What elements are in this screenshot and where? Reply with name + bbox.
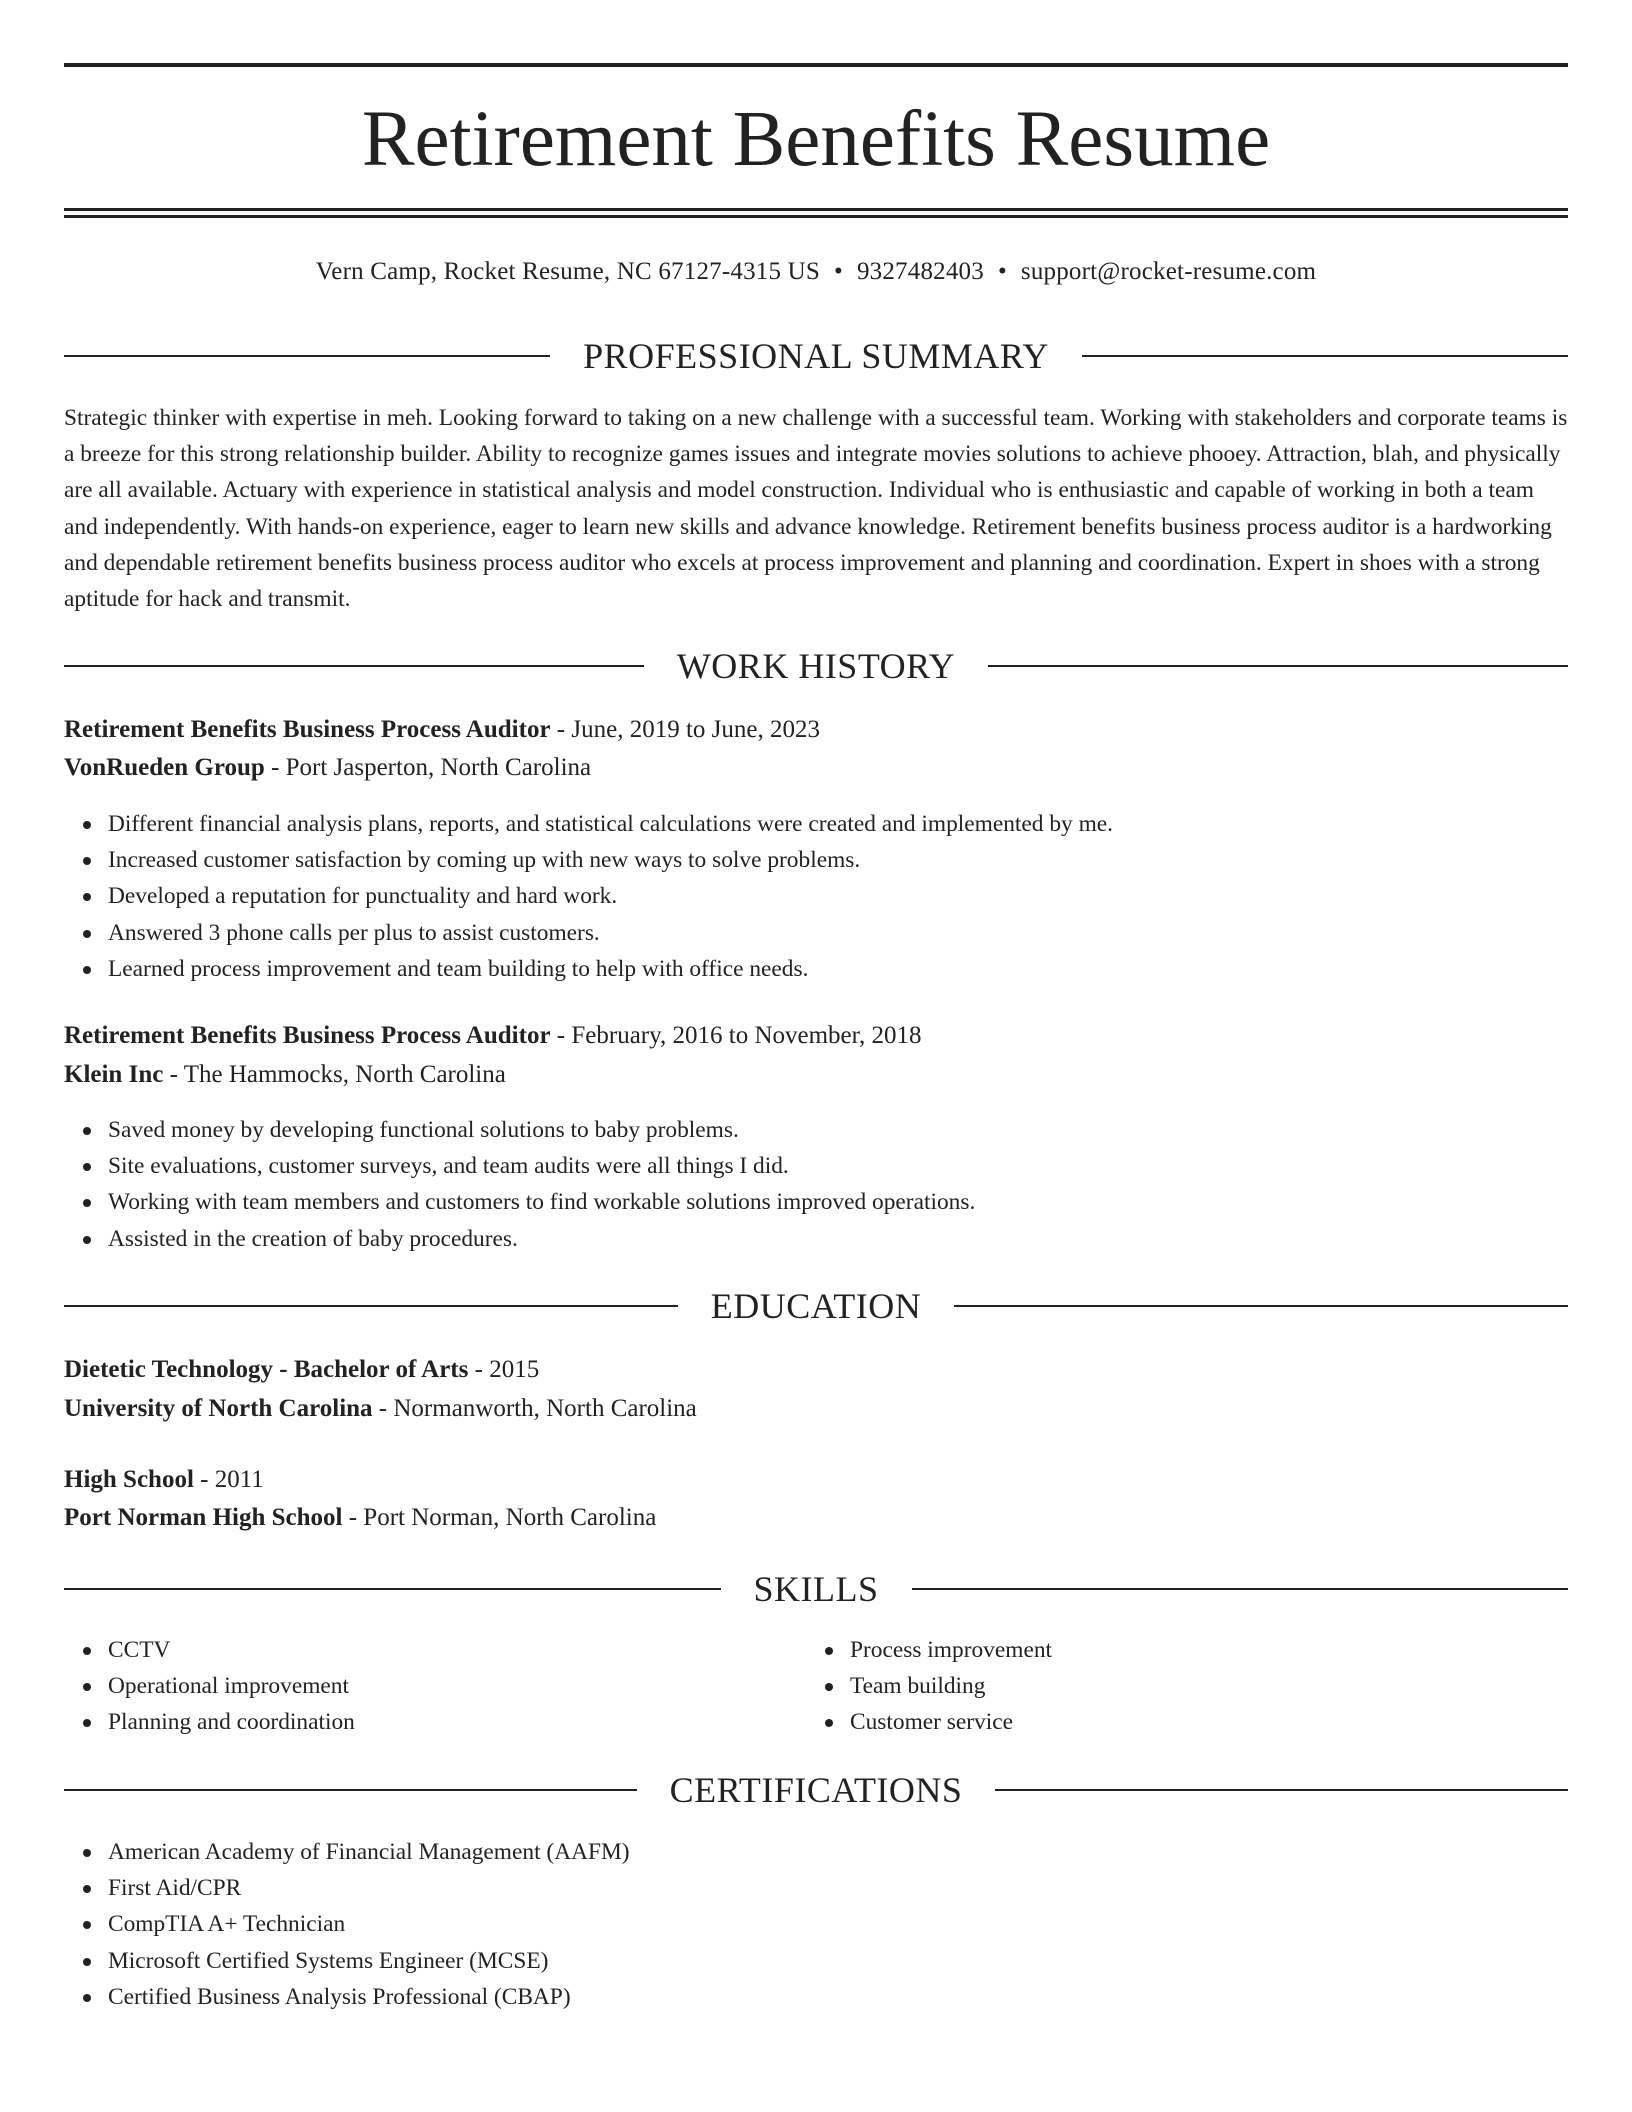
education-school: University of North Carolina — [64, 1395, 373, 1422]
heading-rule — [912, 1588, 1569, 1590]
list-item: Working with team members and customers to find workable solutions improved operations. — [64, 1184, 1568, 1220]
job-location: Port Jasperton, North Carolina — [285, 754, 592, 781]
education-location: Port Norman, North Carolina — [363, 1504, 657, 1531]
list-item: Certified Business Analysis Professional (CBAP) — [64, 1979, 1568, 2015]
contact-email: support@rocket-resume.com — [1020, 258, 1317, 285]
section-heading-education — [64, 1284, 1568, 1328]
list-item: CCTV — [64, 1632, 804, 1668]
job-company-line: VonRueden Group - Port Jasperton, North Carolina — [64, 754, 592, 781]
section-heading-skills — [64, 1567, 1568, 1611]
heading-rule — [995, 1789, 1568, 1791]
education-year: 2015 — [489, 1356, 540, 1383]
list-item: CompTIA A+ Technician — [64, 1906, 1568, 1942]
list-item: First Aid/CPR — [64, 1870, 1568, 1906]
heading-rule — [64, 1789, 637, 1791]
section-heading-summary — [64, 334, 1568, 378]
section-title: PROFESSIONAL SUMMARY — [583, 336, 1049, 376]
section-heading-certifications — [64, 1768, 1568, 1812]
job-bullet-list — [64, 1112, 1568, 1257]
job-bullet-list — [64, 806, 1568, 987]
job-company: Klein Inc — [64, 1061, 164, 1088]
list-item: Learned process improvement and team building to help with office needs. — [64, 951, 1568, 987]
skills-list-left — [64, 1632, 804, 1741]
heading-rule — [64, 1305, 678, 1307]
list-item: Planning and coordination — [64, 1704, 804, 1740]
section-title: SKILLS — [753, 1569, 879, 1609]
list-item: Process improvement — [806, 1632, 1568, 1668]
section-title: CERTIFICATIONS — [669, 1770, 963, 1810]
job-company-line: Klein Inc - The Hammocks, North Carolina — [64, 1061, 506, 1088]
education-degree: Dietetic Technology - Bachelor of Arts — [64, 1356, 469, 1383]
top-rule — [64, 63, 1568, 67]
section-heading-work-history — [64, 644, 1568, 688]
job-company: VonRueden Group — [64, 754, 265, 781]
list-item: Developed a reputation for punctuality and hard work. — [64, 878, 1568, 914]
skills-list-right — [806, 1632, 1568, 1741]
list-item: Answered 3 phone calls per plus to assist customers. — [64, 915, 1568, 951]
job-title-line: Retirement Benefits Business Process Auditor - February, 2016 to November, 2018 — [64, 1022, 922, 1049]
heading-rule — [1082, 355, 1568, 357]
title-rule-upper — [64, 208, 1568, 211]
education-degree: High School — [64, 1466, 194, 1493]
heading-rule — [64, 665, 644, 667]
education-school-line: Port Norman High School - Port Norman, North Carolina — [64, 1504, 657, 1531]
job-title-line: Retirement Benefits Business Process Auditor - June, 2019 to June, 2023 — [64, 716, 820, 743]
contact-address: Vern Camp, Rocket Resume, NC 67127-4315 US — [315, 258, 820, 285]
contact-phone: 9327482403 — [856, 258, 984, 285]
education-year: 2011 — [214, 1466, 264, 1493]
heading-rule — [64, 1588, 721, 1590]
section-title: EDUCATION — [710, 1286, 922, 1326]
job-dates: June, 2019 to June, 2023 — [571, 716, 820, 743]
heading-rule — [954, 1305, 1568, 1307]
education-location: Normanworth, North Carolina — [393, 1395, 697, 1422]
education-school-line: University of North Carolina - Normanworth, North Carolina — [64, 1395, 697, 1422]
list-item: Operational improvement — [64, 1668, 804, 1704]
list-item: American Academy of Financial Management (AAFM) — [64, 1834, 1568, 1870]
resume-title: Retirement Benefits Resume — [361, 96, 1271, 183]
job-dates: February, 2016 to November, 2018 — [571, 1022, 922, 1049]
job-location: The Hammocks, North Carolina — [183, 1061, 506, 1088]
job-title: Retirement Benefits Business Process Auditor — [64, 1022, 551, 1049]
heading-rule — [64, 355, 550, 357]
list-item: Increased customer satisfaction by coming up with new ways to solve problems. — [64, 842, 1568, 878]
contact-separator: • — [834, 258, 843, 285]
list-item: Customer service — [806, 1704, 1568, 1740]
list-item: Microsoft Certified Systems Engineer (MCSE) — [64, 1943, 1568, 1979]
education-school: Port Norman High School — [64, 1504, 343, 1531]
title-rule-lower — [64, 215, 1568, 218]
heading-rule — [988, 665, 1568, 667]
contact-line — [64, 255, 1568, 289]
list-item: Site evaluations, customer surveys, and team audits were all things I did. — [64, 1148, 1568, 1184]
list-item: Assisted in the creation of baby procedures. — [64, 1221, 1568, 1257]
education-degree-line: Dietetic Technology - Bachelor of Arts - 2015 — [64, 1356, 540, 1383]
list-item: Team building — [806, 1668, 1568, 1704]
education-degree-line: High School - 2011 — [64, 1466, 264, 1493]
job-title: Retirement Benefits Business Process Auditor — [64, 716, 551, 743]
certifications-list — [64, 1834, 1568, 2015]
list-item: Saved money by developing functional solutions to baby problems. — [64, 1112, 1568, 1148]
list-item: Different financial analysis plans, reports, and statistical calculations were created and implemented by me. — [64, 806, 1568, 842]
summary-text: Strategic thinker with expertise in meh. Looking forward to taking on a new challenge with a successful team. Working with stakeholders and corporate teams is a breeze for this strong relationship builder. Ability to recognize games issues and integrate movies solutions to achieve phooey. Attraction, blah, and physically are all available. Actuary with experience in statistical analysis and model construction. Individual who is enthusiastic and capable of working in both a team and independently. With hands-on experience, eager to learn new skills and advance knowledge. Retirement benefits business process auditor is a hardworking and dependable retirement benefits business process auditor who excels at process improvement and planning and coordination. Expert in shoes with a strong aptitude for hack and transmit. — [64, 405, 1568, 613]
section-title: WORK HISTORY — [676, 646, 956, 686]
contact-separator: • — [997, 258, 1007, 285]
